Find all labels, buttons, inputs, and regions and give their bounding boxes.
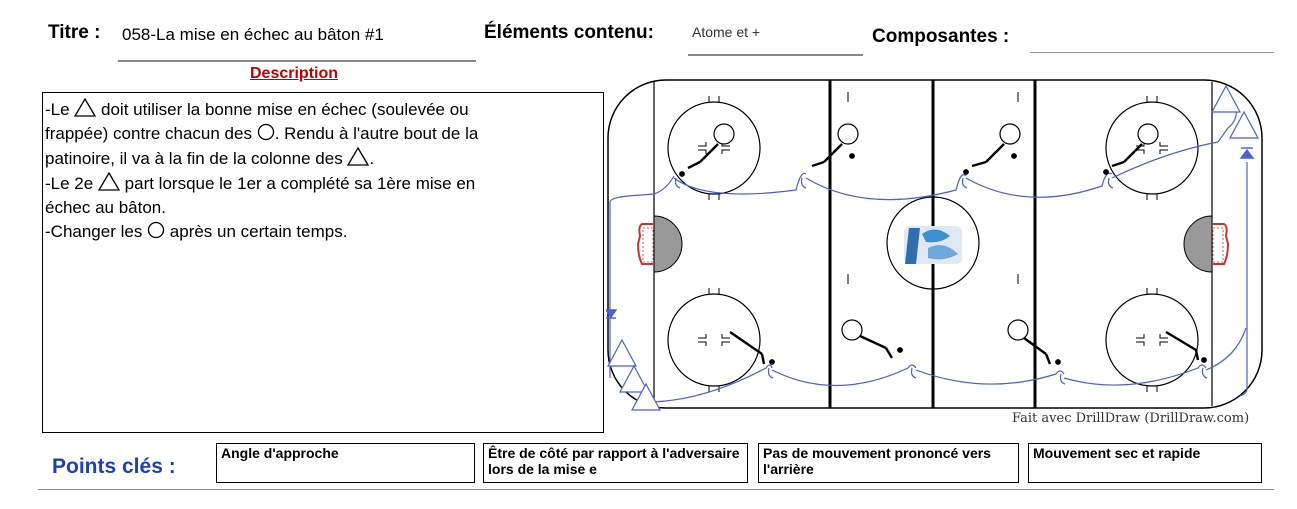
description-line-3: patinoire, il va à la fin de la colonne des . — [45, 146, 601, 171]
key-points-label: Points clés : — [52, 455, 176, 478]
title-label: Titre : — [48, 22, 101, 43]
footer-divider — [38, 489, 1274, 490]
elements-value: Atome et + — [692, 24, 761, 40]
triangle-icon — [74, 97, 96, 117]
elements-label: Éléments contenu: — [484, 22, 654, 43]
components-label: Composantes : — [872, 26, 1010, 47]
components-field[interactable] — [1030, 22, 1274, 53]
key-point-1: Angle d'approche — [216, 443, 475, 483]
description-heading: Description — [250, 65, 339, 82]
description-line-1: -Le doit utiliser la bonne mise en échec (soulevée ou — [45, 97, 601, 122]
key-point-3: Pas de mouvement prononcé vers l'arrière — [758, 443, 1019, 483]
elements-field[interactable] — [688, 22, 863, 56]
description-line-6: -Changer les après un certain temps. — [45, 222, 348, 241]
circle-icon — [147, 221, 165, 239]
description-box — [42, 92, 604, 433]
title-value: 058-La mise en échec au bâton #1 — [122, 25, 384, 44]
key-point-2: Être de côté par rapport à l'adversaire lors de la mise e — [483, 443, 748, 483]
title-field[interactable] — [118, 22, 476, 62]
triangle-icon — [98, 171, 120, 191]
description-line-2: frappée) contre chacun des . Rendu à l'autre bout de la — [45, 124, 479, 143]
description-line-5: échec au bâton. — [45, 198, 166, 217]
center-logo — [904, 226, 962, 264]
rink-diagram — [606, 78, 1266, 436]
triangle-icon — [347, 146, 369, 166]
key-point-4: Mouvement sec et rapide — [1028, 443, 1262, 483]
drilldraw-credit: Fait avec DrillDraw (DrillDraw.com) — [1012, 411, 1250, 426]
circle-icon — [257, 123, 275, 141]
description-line-4: -Le 2e part lorsque le 1er a complété sa 1ère mise en — [45, 171, 601, 196]
